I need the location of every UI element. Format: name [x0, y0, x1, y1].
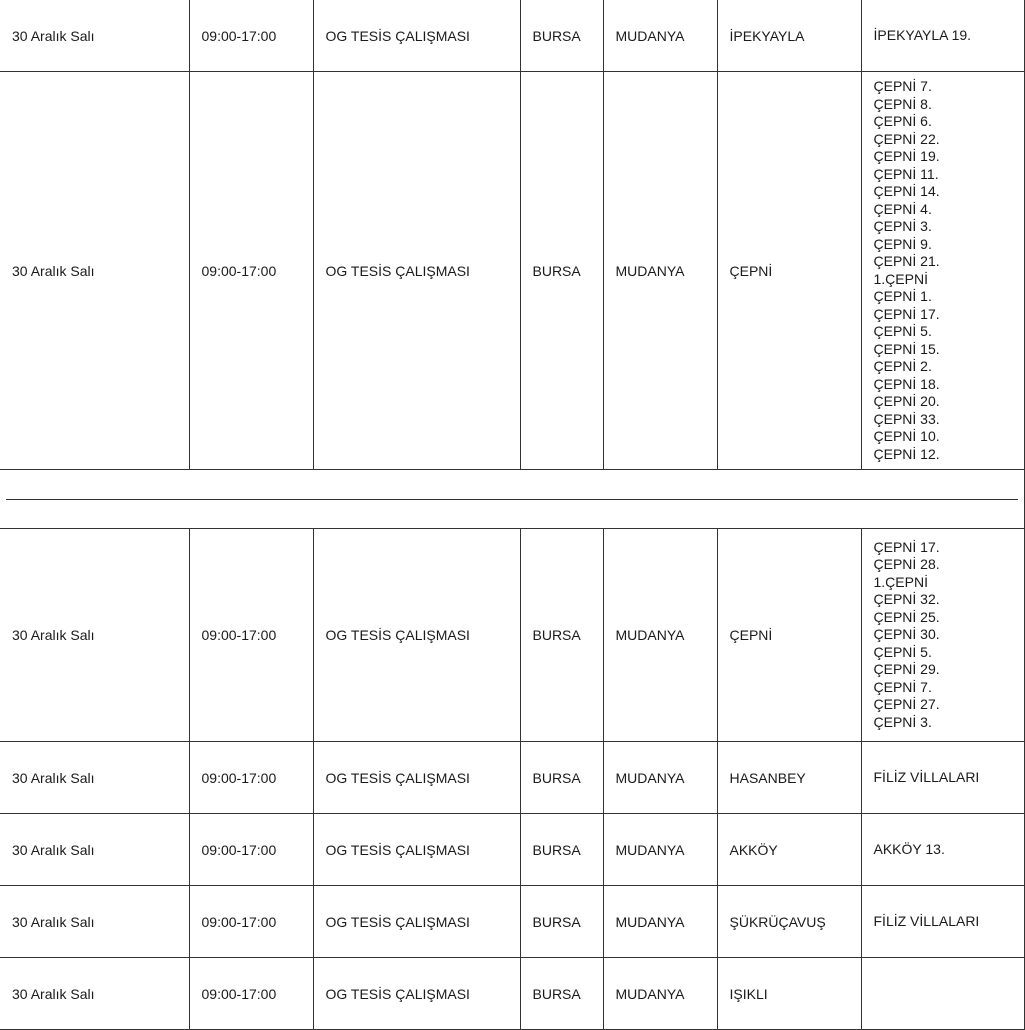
neighborhood-cell: IŞIKLI	[717, 958, 861, 1030]
table-row	[0, 814, 1024, 886]
table-row	[0, 72, 1024, 470]
street-name: ÇEPNİ 19.	[873, 148, 940, 164]
street-name: ÇEPNİ 7.	[873, 78, 932, 94]
streets-cell	[861, 958, 1024, 1030]
neighborhood-cell: ŞÜKRÜÇAVUŞ	[717, 886, 861, 958]
street-name: ÇEPNİ 25.	[873, 608, 940, 625]
table-row	[0, 742, 1024, 814]
district-cell: MUDANYA	[603, 814, 717, 886]
time-cell: 09:00-17:00	[189, 529, 313, 742]
street-name: ÇEPNİ 14.	[873, 183, 940, 199]
time-cell: 09:00-17:00	[189, 0, 313, 72]
work-type-cell: OG TESİS ÇALIŞMASI	[313, 72, 520, 470]
date-cell: 30 Aralık Salı	[0, 958, 189, 1030]
table-row	[0, 958, 1024, 1030]
date-cell: 30 Aralık Salı	[0, 0, 189, 72]
street-name: ÇEPNİ 12.	[873, 445, 940, 462]
city-cell: BURSA	[520, 0, 603, 72]
district-cell: MUDANYA	[603, 529, 717, 742]
street-name: ÇEPNİ 3.	[873, 218, 932, 234]
street-name: ÇEPNİ 28.	[873, 556, 940, 573]
street-name: ÇEPNİ 5.	[873, 643, 932, 660]
street-name: 1.ÇEPNİ	[873, 270, 928, 287]
street-name: ÇEPNİ 10.	[873, 428, 940, 444]
time-cell: 09:00-17:00	[189, 72, 313, 470]
street-name: ÇEPNİ 2.	[873, 358, 932, 374]
city-cell: BURSA	[520, 529, 603, 742]
street-name: FİLİZ VİLLALARI	[873, 912, 980, 929]
street-name: AKKÖY 13.	[873, 840, 945, 857]
neighborhood-cell: ÇEPNİ	[717, 72, 861, 470]
streets-cell	[861, 742, 1024, 814]
street-name: ÇEPNİ 17.	[873, 538, 940, 555]
street-name: ÇEPNİ 9.	[873, 235, 932, 252]
street-name: ÇEPNİ 18.	[873, 375, 940, 392]
street-name: ÇEPNİ 3.	[873, 713, 932, 730]
table-row	[0, 0, 1024, 72]
street-name: ÇEPNİ 22.	[873, 130, 940, 147]
time-cell: 09:00-17:00	[189, 886, 313, 958]
street-name: ÇEPNİ 27.	[873, 696, 940, 713]
street-name: ÇEPNİ 7.	[873, 678, 932, 695]
date-cell: 30 Aralık Salı	[0, 886, 189, 958]
time-cell: 09:00-17:00	[189, 958, 313, 1030]
district-cell: MUDANYA	[603, 72, 717, 470]
separator-cell	[0, 470, 1024, 529]
city-cell: BURSA	[520, 814, 603, 886]
work-type-cell: OG TESİS ÇALIŞMASI	[313, 814, 520, 886]
district-cell: MUDANYA	[603, 886, 717, 958]
date-cell: 30 Aralık Salı	[0, 529, 189, 742]
district-cell: MUDANYA	[603, 0, 717, 72]
date-cell: 30 Aralık Salı	[0, 814, 189, 886]
table-separator-row	[0, 470, 1024, 529]
date-cell: 30 Aralık Salı	[0, 72, 189, 470]
streets-cell	[861, 0, 1024, 72]
street-name: ÇEPNİ 20.	[873, 393, 940, 409]
work-type-cell: OG TESİS ÇALIŞMASI	[313, 529, 520, 742]
work-type-cell: OG TESİS ÇALIŞMASI	[313, 886, 520, 958]
street-name: ÇEPNİ 6.	[873, 113, 932, 129]
street-name: ÇEPNİ 4.	[873, 200, 932, 217]
street-name: ÇEPNİ 17.	[873, 305, 940, 322]
table-row	[0, 529, 1024, 742]
streets-cell	[861, 529, 1024, 742]
street-name: ÇEPNİ 29.	[873, 661, 940, 678]
street-name: ÇEPNİ 32.	[873, 591, 940, 608]
neighborhood-cell: İPEKYAYLA	[717, 0, 861, 72]
neighborhood-cell: ÇEPNİ	[717, 529, 861, 742]
street-name: İPEKYAYLA 19.	[873, 26, 972, 43]
separator-line	[6, 499, 1018, 500]
streets-cell	[861, 814, 1024, 886]
date-cell: 30 Aralık Salı	[0, 742, 189, 814]
work-type-cell: OG TESİS ÇALIŞMASI	[313, 958, 520, 1030]
neighborhood-cell: HASANBEY	[717, 742, 861, 814]
street-name: ÇEPNİ 15.	[873, 340, 940, 357]
street-name: ÇEPNİ 33.	[873, 410, 940, 427]
city-cell: BURSA	[520, 886, 603, 958]
street-name: ÇEPNİ 11.	[873, 165, 939, 182]
street-name: ÇEPNİ 1.	[873, 288, 932, 304]
time-cell: 09:00-17:00	[189, 814, 313, 886]
city-cell: BURSA	[520, 958, 603, 1030]
street-name: ÇEPNİ 5.	[873, 323, 932, 339]
street-name: 1.ÇEPNİ	[873, 573, 928, 590]
streets-cell	[861, 886, 1024, 958]
district-cell: MUDANYA	[603, 742, 717, 814]
time-cell: 09:00-17:00	[189, 742, 313, 814]
work-type-cell: OG TESİS ÇALIŞMASI	[313, 742, 520, 814]
city-cell: BURSA	[520, 742, 603, 814]
street-name: ÇEPNİ 21.	[873, 253, 940, 269]
work-type-cell: OG TESİS ÇALIŞMASI	[313, 0, 520, 72]
district-cell: MUDANYA	[603, 958, 717, 1030]
street-name: ÇEPNİ 30.	[873, 626, 940, 643]
streets-cell	[861, 72, 1024, 470]
city-cell: BURSA	[520, 72, 603, 470]
street-name: FİLİZ VİLLALARI	[873, 768, 980, 785]
street-name: ÇEPNİ 8.	[873, 95, 932, 112]
neighborhood-cell: AKKÖY	[717, 814, 861, 886]
table-row	[0, 886, 1024, 958]
